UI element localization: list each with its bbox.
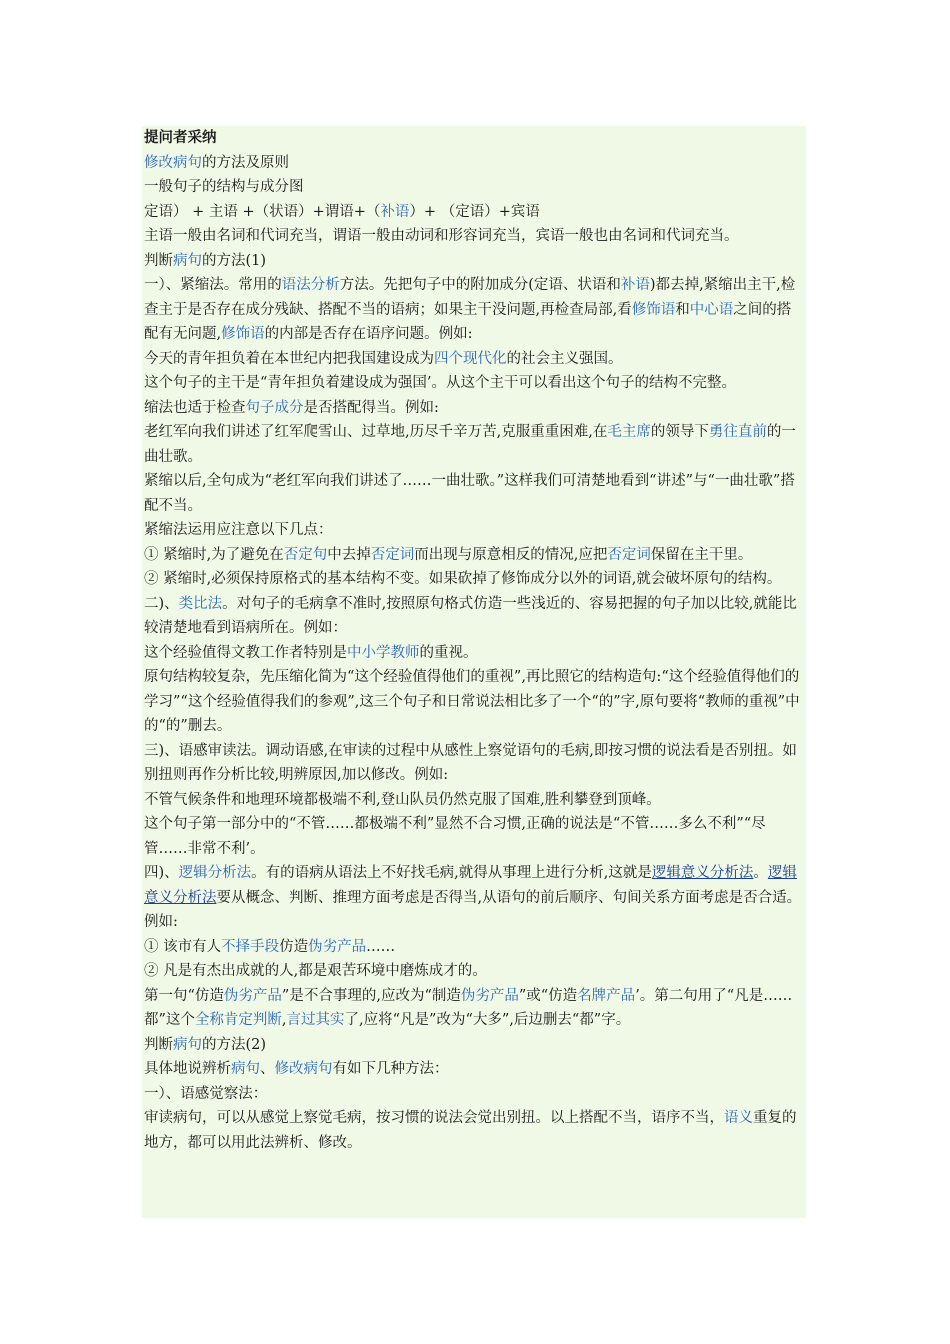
text-run: 保留在主干里。 <box>650 546 753 563</box>
text-run: 一般句子的结构与成分图 <box>144 179 304 195</box>
keyword-link[interactable]: 否定词 <box>607 546 651 563</box>
text-run: 紧缩以后,全句成为“老红军向我们讲述了……一曲壮歌。”这样我们可清楚地看到“讲述”与“一曲壮歌”搭配不当。 <box>144 473 795 514</box>
paragraph <box>144 788 804 813</box>
paragraph <box>144 935 804 960</box>
paragraph <box>144 739 804 788</box>
text-run: 紧缩法运用应注意以下几点： <box>144 522 333 538</box>
paragraph <box>144 273 804 347</box>
text-run: 具体地说辨析 <box>144 1061 231 1077</box>
paragraph <box>144 959 804 984</box>
text-run: 的方法(2) <box>202 1036 267 1053</box>
keyword-link[interactable]: 病句 <box>173 252 202 269</box>
text-run: ② 凡是有杰出成就的人,都是艰苦环境中磨炼成才的。 <box>144 963 487 979</box>
paragraph <box>144 1106 804 1155</box>
text-run: 判断 <box>144 252 173 269</box>
keyword-link[interactable]: 全称肯定判断 <box>194 1012 282 1028</box>
paragraph <box>144 347 804 372</box>
text-run: 中去掉 <box>327 546 371 563</box>
text-run: 的内部是否存在语序问题。例如: <box>264 326 473 342</box>
keyword-link[interactable]: 伪劣产品 <box>460 987 519 1004</box>
text-run: 四)、 <box>144 865 179 881</box>
answer-title <box>144 126 804 151</box>
text-run: 。有的语病从语法上不好找毛病,就得从事理上进行分析,这就是 <box>251 865 652 881</box>
text-run: )都去掉,紧缩出主干,检查主于是否存在成分残缺、搭配不当的语病；如果主干没问题,再检查局部,看 <box>144 277 796 318</box>
keyword-link[interactable]: 病句 <box>231 1061 260 1077</box>
keyword-link[interactable]: 逻辑分析法 <box>178 865 252 881</box>
text-run: 仿造 <box>279 938 309 955</box>
keyword-link[interactable]: 补语 <box>620 277 650 293</box>
paragraph <box>144 1082 804 1107</box>
text-run: ”或“仿造 <box>518 987 578 1004</box>
paragraph <box>144 592 804 641</box>
keyword-link[interactable]: 病句 <box>173 1036 202 1053</box>
paragraph <box>144 984 804 1033</box>
text-run: 的一曲壮歌。 <box>144 424 796 465</box>
paragraph <box>144 396 804 421</box>
answer-content <box>142 126 806 1218</box>
text-run: 一）、语感觉察法： <box>144 1085 268 1102</box>
keyword-link[interactable]: 类比法 <box>178 595 223 612</box>
paragraph <box>144 200 804 225</box>
text-run: 的社会主义强国。 <box>506 350 623 367</box>
text-run: ）+ （定语）+宾语 <box>409 203 540 220</box>
text-run: 之间的搭配有无问题, <box>144 301 792 342</box>
underlined-link[interactable]: 逻辑意义分析法 <box>144 865 797 906</box>
paragraph <box>144 1057 804 1082</box>
text-run: , <box>281 1012 287 1028</box>
text-run: 是否搭配得当。例如: <box>303 399 439 416</box>
text-run: ”是不合事理的,应改为“制造 <box>281 987 461 1004</box>
text-run: ’。第二句用了“凡是……都”这个 <box>144 987 793 1028</box>
text-run: 不管气候条件和地理环境都极端不利,登山队员仍然克服了国难,胜利攀登到顶峰。 <box>144 791 661 808</box>
keyword-link[interactable]: 伪劣产品 <box>223 987 282 1004</box>
text-run: 重复的地方，都可以用此法辨析、修改。 <box>144 1110 797 1151</box>
text-run: …… <box>366 938 396 955</box>
keyword-link[interactable]: 修改病句 <box>274 1061 333 1077</box>
paragraph <box>144 812 804 861</box>
paragraph <box>144 151 804 176</box>
text-run: 三)、语感审读法。调动语感,在审读的过程中从感性上察觉语句的毛病,即按习惯的说法看是否别扭。如别扭则再作分析比较,明辨原因,加以修改。例如: <box>144 742 797 783</box>
paragraph <box>144 224 804 249</box>
paragraph <box>144 420 804 469</box>
text-run: 主语一般由名词和代词充当，谓语一般由动词和形容词充当，宾语一般也由名词和代词充当。 <box>144 228 739 244</box>
text-run: 这个经验值得文教工作者特别是 <box>144 644 347 661</box>
keyword-link[interactable]: 不择手段 <box>221 938 280 955</box>
text-run: 二)、 <box>144 595 179 612</box>
text-run: 和 <box>675 301 690 318</box>
text-run: 缩法也适于检查 <box>144 399 246 416</box>
keyword-link[interactable]: 毛主席 <box>607 424 651 440</box>
text-run: 今天的青年担负着在本世纪内把我国建设成为 <box>144 350 434 367</box>
paragraph <box>144 518 804 543</box>
text-run: 审读病句，可以从感觉上察觉毛病，按习惯的说法会觉出别扭。以上搭配不当，语序不当， <box>144 1110 724 1126</box>
paragraph <box>144 469 804 518</box>
text-run: 、 <box>260 1061 275 1077</box>
text-run: 老红军向我们讲述了红军爬雪山、过草地,历尽千辛万苦,克服重重困难,在 <box>144 424 608 440</box>
keyword-link[interactable]: 修饰语 <box>221 326 265 342</box>
text-run: 判断 <box>144 1036 173 1053</box>
text-run: 提问者采纳 <box>144 130 217 146</box>
keyword-link[interactable]: 补语 <box>380 203 410 220</box>
keyword-link[interactable]: 语义 <box>724 1110 753 1126</box>
keyword-link[interactable]: 句子成分 <box>245 399 304 416</box>
paragraph <box>144 249 804 274</box>
keyword-link[interactable]: 中心语 <box>689 301 734 318</box>
keyword-link[interactable]: 勇往直前 <box>708 424 767 440</box>
text-run: 这个句子第一部分中的“不管……都极端不利”显然不合习惯,正确的说法是“不管……多么不利”“尽管……非常不利’。 <box>144 816 766 857</box>
keyword-link[interactable]: 中小学教师 <box>347 644 420 661</box>
keyword-link[interactable]: 否定句 <box>283 546 328 563</box>
keyword-link[interactable]: 修饰语 <box>631 301 676 318</box>
text-run: 要从概念、判断、推理方面考虑是否得当,从语句的前后顺序、句间关系方面考虑是否合适。例如: <box>144 889 802 930</box>
paragraph <box>144 543 804 568</box>
text-run: 有如下几种方法： <box>332 1061 449 1077</box>
text-run: 的重视。 <box>419 644 478 661</box>
paragraph <box>144 567 804 592</box>
keyword-link[interactable]: 伪劣产品 <box>308 938 367 955</box>
text-run: 。对句子的毛病拿不准时,按照原句格式仿造一些浅近的、容易把握的句子加以比较,就能比较清楚地看到语病所在。例如： <box>144 595 797 636</box>
text-run: 的领导下 <box>650 424 709 440</box>
text-run: 第一句“仿造 <box>144 987 224 1004</box>
keyword-link[interactable]: 语法分析 <box>281 277 340 293</box>
paragraph <box>144 641 804 666</box>
text-run: 定语） + 主语 +（状语）+谓语+（ <box>144 203 381 220</box>
paragraph <box>144 175 804 200</box>
text-run: 这个句子的主干是“青年担负着建设成为强国’。从这个主干可以看出这个句子的结构不完整。 <box>144 375 737 391</box>
keyword-link[interactable]: 名牌产品 <box>577 987 636 1004</box>
paragraph <box>144 1033 804 1058</box>
keyword-link[interactable]: 言过其实 <box>286 1012 345 1028</box>
text-run: ② 紧缩时,必须保持原格式的基本结构不变。如果砍掉了修饰成分以外的词语,就会破坏原句的结构。 <box>144 571 782 587</box>
paragraph <box>144 861 804 935</box>
text-run: 原句结构较复杂，先压缩化简为“这个经验值得他们的重视”,再比照它的结构造句:“这个经验值得他们的学习”“这个经验值得我们的参观”,这三个句子和日常说法相比多了一个“的”字,原句要将“教师的重视”中的“的”删去。 <box>144 669 800 734</box>
paragraph <box>144 665 804 739</box>
text-run: 了,应将“凡是”改为“大多”,后边删去“都”字。 <box>344 1012 631 1028</box>
text-run: ① 紧缩时,为了避免在 <box>144 546 284 563</box>
text-run: ① 该市有人 <box>144 938 222 955</box>
text-run: 方法。先把句子中的附加成分(定语、状语和 <box>339 277 621 293</box>
text-run: 。 <box>753 865 768 881</box>
keyword-link[interactable]: 修改病句 <box>144 154 202 171</box>
text-run: 的方法(1) <box>202 252 267 269</box>
text-run: 的方法及原则 <box>202 154 289 171</box>
text-run: 一）、紧缩法。常用的 <box>144 277 282 293</box>
paragraph <box>144 371 804 396</box>
underlined-link[interactable]: 逻辑意义分析法 <box>651 865 754 881</box>
keyword-link[interactable]: 四个现代化 <box>434 350 507 367</box>
text-run: 而出现与原意相反的情况,应把 <box>414 546 608 563</box>
keyword-link[interactable]: 否定词 <box>370 546 415 563</box>
